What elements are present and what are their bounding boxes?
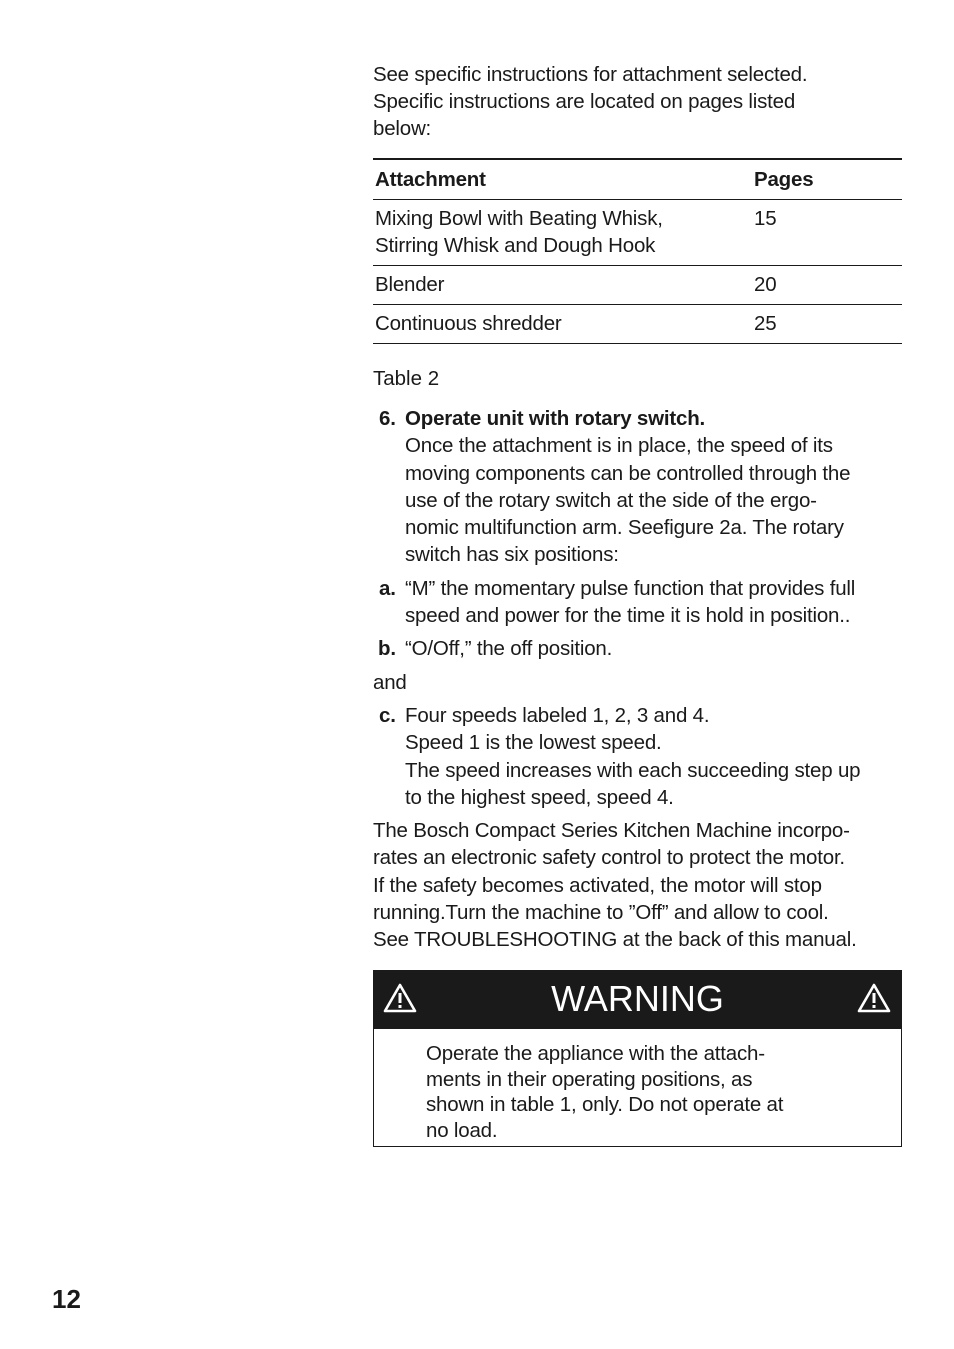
substep-line: to the highest speed, speed 4.	[405, 785, 674, 809]
paragraph-line: See TROUBLESHOOTING at the back of this manual.	[373, 928, 857, 952]
substep-line: speed and power for the time it is hold in position..	[405, 604, 851, 628]
substep-line: “O/Off,” the off position.	[405, 637, 613, 661]
warning-line: shown in table 1, only. Do not operate at	[426, 1093, 784, 1116]
warning-triangle-icon	[857, 983, 891, 1013]
substep-line: Speed 1 is the lowest speed.	[405, 731, 662, 755]
substep-line: The speed increases with each succeeding step up	[405, 758, 861, 782]
substep-a	[373, 575, 903, 630]
warning-header	[374, 971, 901, 1029]
paragraph-line: The Bosch Compact Series Kitchen Machine incorpo-	[373, 819, 850, 843]
substep-marker: c.	[379, 703, 396, 727]
substep-line: Four speeds labeled 1, 2, 3 and 4.	[405, 703, 710, 727]
substep-b	[373, 635, 903, 662]
safety-paragraph	[373, 817, 903, 953]
intro-line: Specific instructions are located on pages listed	[373, 90, 796, 113]
step-line: moving components can be controlled through the	[405, 461, 851, 485]
intro-text	[373, 61, 902, 142]
step-line: Once the attachment is in place, the speed of its	[405, 434, 833, 458]
table-header-row	[373, 159, 902, 200]
substep-c	[373, 702, 903, 811]
table-row	[373, 266, 902, 305]
paragraph-line: rates an electronic safety control to protect the motor.	[373, 846, 845, 870]
cell-text: Mixing Bowl with Beating Whisk,	[375, 207, 663, 230]
page-number: 12	[52, 1284, 81, 1314]
table-row	[373, 305, 902, 344]
intro-line: below:	[373, 117, 432, 140]
step-line: switch has six positions:	[405, 543, 619, 567]
paragraph-line: If the safety becomes activated, the motor will stop	[373, 873, 822, 897]
substep-marker: a.	[379, 576, 396, 600]
step-line: use of the rotary switch at the side of the ergo-	[405, 488, 817, 512]
step-line: nomic multifunction arm. Seefigure 2a. The rotary	[405, 516, 844, 540]
cell-attachment: Continuous shredder	[375, 312, 562, 335]
warning-line: no load.	[426, 1118, 498, 1142]
header-attachment: Attachment	[375, 168, 486, 191]
instruction-list	[373, 405, 903, 954]
step-heading: Operate unit with rotary switch.	[405, 407, 706, 430]
cell-text: Stirring Whisk and Dough Hook	[375, 234, 656, 257]
intro-line: See specific instructions for attachment selected.	[373, 63, 808, 86]
warning-title: WARNING	[551, 978, 724, 1019]
and-text: and	[373, 670, 407, 694]
table-row	[373, 200, 902, 266]
warning-line: Operate the appliance with the attach-	[426, 1042, 765, 1065]
cell-attachment: Blender	[375, 273, 445, 296]
table-caption: Table 2	[373, 367, 440, 390]
substep-marker: b.	[378, 637, 396, 661]
attachment-table	[373, 158, 902, 344]
step-6	[373, 405, 903, 569]
step-marker: 6.	[379, 407, 396, 430]
warning-box	[373, 970, 902, 1147]
warning-line: ments in their operating positions, as	[426, 1067, 753, 1091]
header-pages: Pages	[754, 168, 814, 191]
cell-pages: 25	[754, 312, 777, 335]
substep-line: “M” the momentary pulse function that provides full	[405, 576, 856, 600]
paragraph-line: running.Turn the machine to ”Off” and allow to cool.	[373, 901, 829, 925]
cell-pages: 15	[754, 207, 777, 230]
cell-attachment	[373, 200, 752, 266]
cell-pages: 20	[754, 273, 777, 296]
warning-body	[426, 1041, 836, 1143]
